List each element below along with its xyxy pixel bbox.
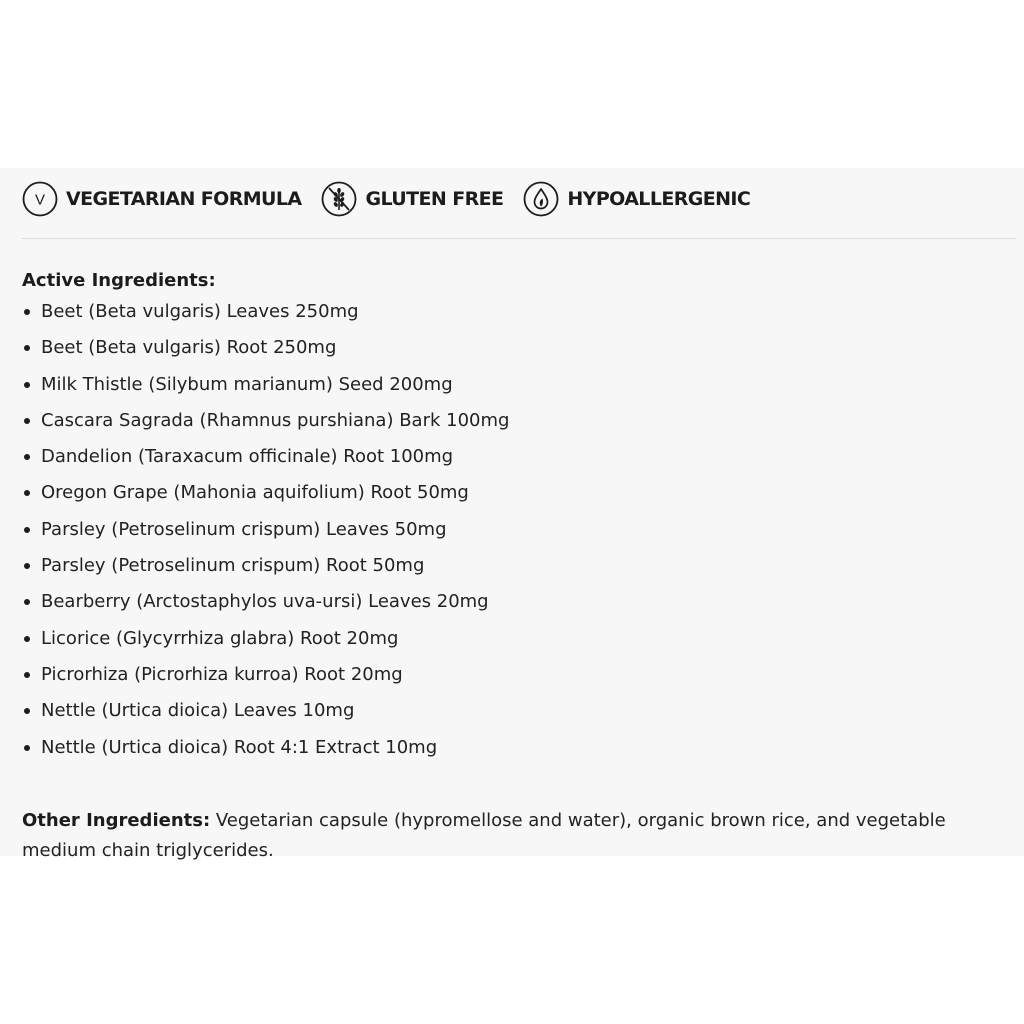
- bullet: [24, 672, 30, 678]
- list-item: [22, 734, 509, 770]
- ingredient-text: Beet (Beta vulgaris) Leaves 250mg: [41, 301, 359, 322]
- list-item: [22, 371, 509, 407]
- badge-label: HYPOALLERGENIC: [567, 188, 751, 210]
- list-item: [22, 697, 509, 733]
- bullet: [24, 527, 30, 533]
- bullet: [24, 382, 30, 388]
- list-item: [22, 407, 509, 443]
- bullet: [24, 418, 30, 424]
- ingredient-text: Nettle (Urtica dioica) Root 4:1 Extract 10mg: [41, 736, 438, 758]
- wheat-crossed-icon: [321, 181, 357, 217]
- svg-text:V: V: [34, 191, 46, 209]
- other-ingredients-text: Vegetarian capsule (hypromellose and water), organic brown rice, and vegetable medium chain triglycerides.: [22, 810, 946, 861]
- ingredient-text: Dandelion (Taraxacum officinale) Root 100mg: [41, 446, 454, 468]
- bullet: [24, 745, 30, 751]
- bullet: [24, 490, 30, 496]
- list-item: [22, 516, 509, 552]
- bullet: [24, 636, 30, 642]
- bullet: [24, 599, 30, 605]
- bullet: [24, 454, 30, 460]
- badge-label: VEGETARIAN FORMULA: [66, 188, 302, 210]
- badge-label: GLUTEN FREE: [365, 188, 504, 210]
- badge-vegetarian-formula: [22, 181, 301, 217]
- list-item: [22, 298, 509, 334]
- ingredient-text: Cascara Sagrada (Rhamnus purshiana) Bark 100mg: [41, 409, 510, 431]
- ingredient-text: Parsley (Petroselinum crispum) Leaves 50mg: [41, 518, 447, 540]
- other-ingredients-label: Other Ingredients:: [22, 810, 211, 831]
- list-item: [22, 552, 509, 588]
- list-item: [22, 625, 509, 661]
- bullet: [24, 708, 30, 714]
- ingredient-text: Milk Thistle (Silybum marianum) Seed 200mg: [41, 373, 453, 395]
- list-item: [22, 334, 509, 370]
- list-item: [22, 479, 509, 515]
- badge-hypoallergenic: [523, 181, 750, 217]
- drop-leaf-icon: [523, 181, 559, 217]
- ingredient-text: Parsley (Petroselinum crispum) Root 50mg: [41, 555, 425, 577]
- ingredient-text: Bearberry (Arctostaphylos uva-ursi) Leaves 20mg: [41, 591, 489, 613]
- product-badges: [22, 178, 770, 220]
- bullet: [24, 563, 30, 569]
- list-item: [22, 661, 509, 697]
- ingredient-text: Beet (Beta vulgaris) Root 250mg: [41, 337, 337, 359]
- list-item: [22, 588, 509, 624]
- v-circle-icon: [22, 181, 58, 217]
- other-ingredients: [22, 806, 1007, 866]
- section-divider: [22, 238, 1016, 239]
- bullet: [24, 345, 30, 351]
- badge-gluten-free: [321, 181, 503, 217]
- active-ingredients-heading: Active Ingredients:: [22, 270, 216, 291]
- ingredient-text: Picrorhiza (Picrorhiza kurroa) Root 20mg: [41, 663, 403, 685]
- active-ingredients-list: [22, 298, 509, 770]
- list-item: [22, 443, 509, 479]
- ingredient-text: Licorice (Glycyrrhiza glabra) Root 20mg: [41, 627, 399, 649]
- ingredient-text: Oregon Grape (Mahonia aquifolium) Root 50mg: [41, 482, 469, 504]
- bullet: [24, 309, 30, 315]
- ingredient-text: Nettle (Urtica dioica) Leaves 10mg: [41, 700, 355, 722]
